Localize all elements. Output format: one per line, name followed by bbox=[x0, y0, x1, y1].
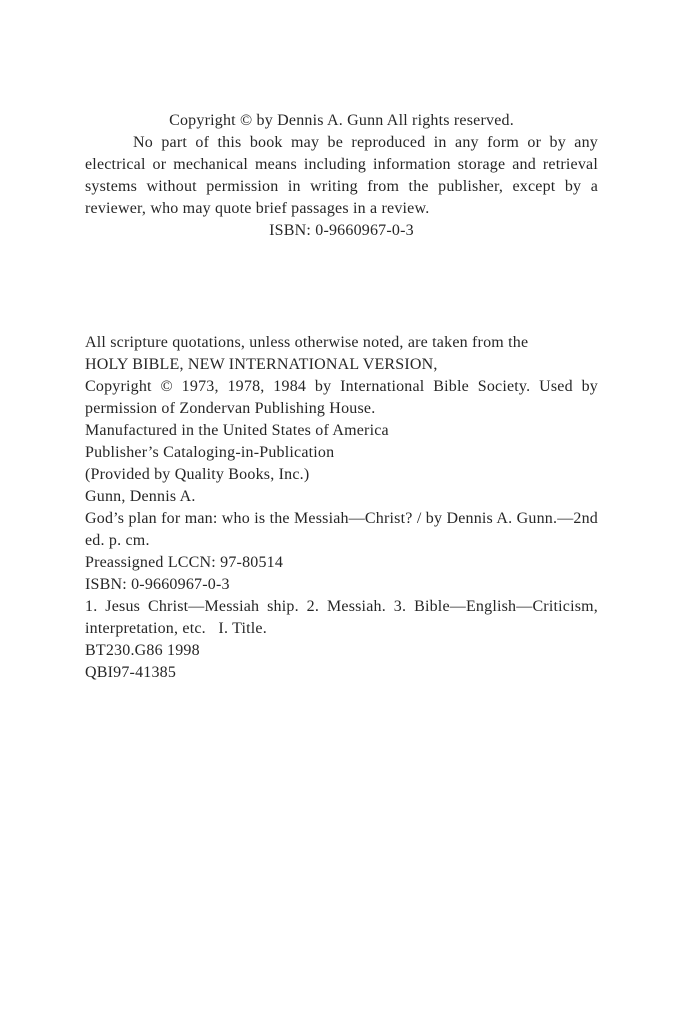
isbn-entry: ISBN: 0-9660967-0-3 bbox=[85, 576, 230, 593]
bible-version-line: HOLY BIBLE, NEW INTERNATIONAL VERSION, bbox=[85, 356, 438, 373]
cataloging-section bbox=[85, 332, 598, 684]
manufactured-line: Manufactured in the United States of America bbox=[85, 422, 389, 439]
title-entry: God’s plan for man: who is the Messiah—Christ? / by Dennis A. Gunn.—2nd ed. p. cm. bbox=[85, 510, 598, 549]
provided-by-line: (Provided by Quality Books, Inc.) bbox=[85, 466, 310, 483]
reproduction-notice: No part of this book may be reproduced in any form or by any electrical or mechanical means including information storage and retrieval systems without permission in writing from the publisher, except by a reviewer, who may quote brief passages in a review. bbox=[85, 134, 598, 217]
isbn-line: ISBN: 0-9660967-0-3 bbox=[269, 222, 414, 239]
cataloging-heading: Publisher’s Cataloging-in-Publication bbox=[85, 444, 335, 461]
subject-entries: 1. Jesus Christ—Messiah ship. 2. Messiah. 3. Bible—English—Criticism, interpretation, etc. I. Title. bbox=[85, 598, 598, 637]
lccn-line: Preassigned LCCN: 97-80514 bbox=[85, 554, 284, 571]
copyright-notice: Copyright © by Dennis A. Gunn All rights reserved. bbox=[169, 112, 514, 129]
niv-copyright-line: Copyright © 1973, 1978, 1984 by International Bible Society. Used by permission of Zondervan Publishing House. bbox=[85, 378, 598, 417]
call-number-line: BT230.G86 1998 bbox=[85, 642, 200, 659]
qbi-number-line: QBI97-41385 bbox=[85, 664, 177, 681]
author-entry: Gunn, Dennis A. bbox=[85, 488, 196, 505]
scripture-quotation-notice: All scripture quotations, unless otherwise noted, are taken from the bbox=[85, 334, 529, 351]
